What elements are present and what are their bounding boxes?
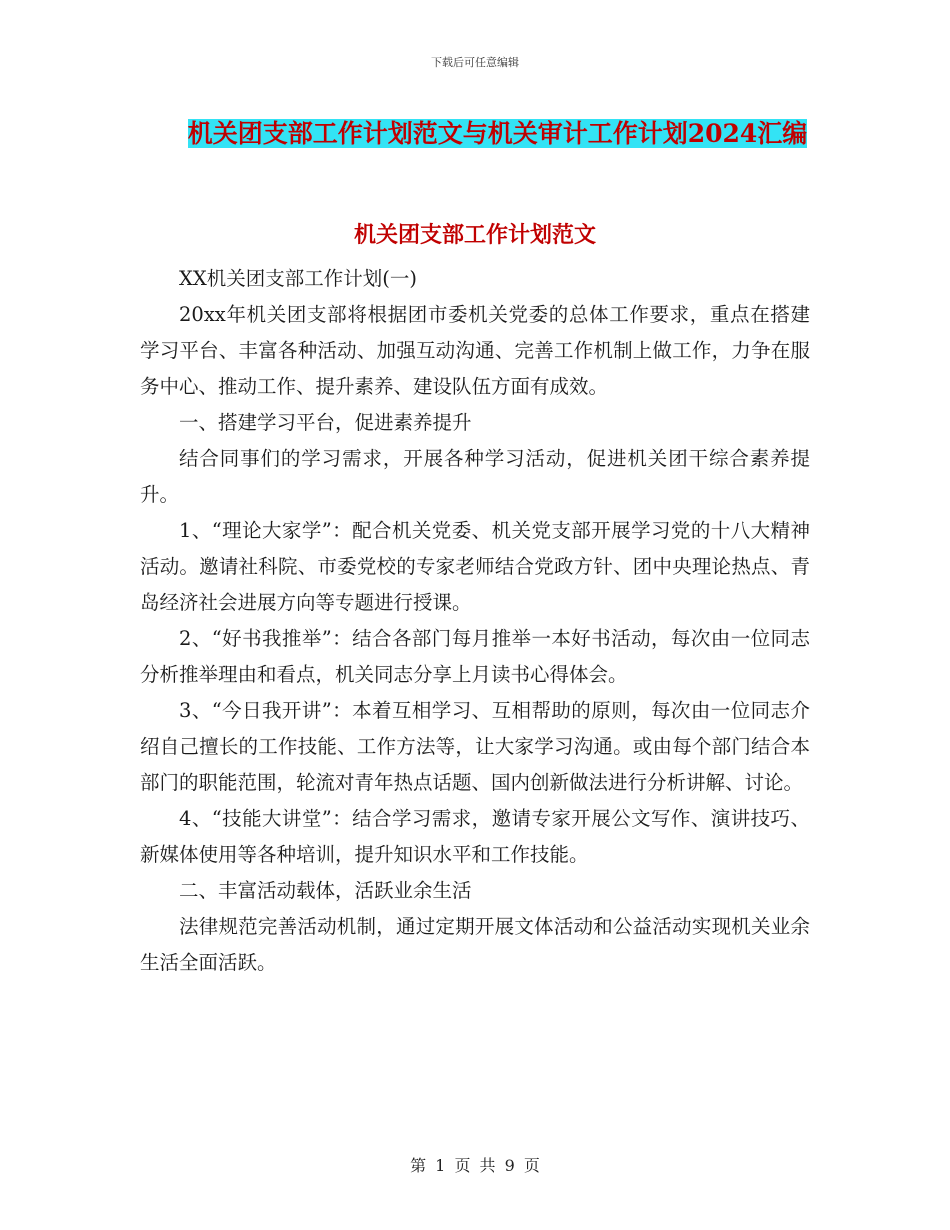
paragraph: 4、“技能大讲堂”：结合学习需求，邀请专家开展公文写作、演讲技巧、新媒体使用等各种培训，提升知识水平和工作技能。 <box>140 807 810 866</box>
paragraph: XX机关团支部工作计划(一) <box>179 267 417 290</box>
paragraph: 法律规范完善活动机制，通过定期开展文体活动和公益活动实现机关业余生活全面活跃。 <box>140 915 810 974</box>
section-title: 机关团支部工作计划范文 <box>353 222 596 248</box>
document-title <box>185 112 810 156</box>
document-body <box>140 261 810 981</box>
paragraph: 3、“今日我开讲”：本着互相学习、互相帮助的原则，每次由一位同志介绍自己擅长的工作技能、工作方法等，让大家学习沟通。或由每个部门结合本部门的职能范围，轮流对青年热点话题、国内创新做法进行分析讲解、讨论。 <box>140 699 810 794</box>
paragraph: 2、“好书我推举”：结合各部门每月推举一本好书活动，每次由一位同志分析推举理由和看点，机关同志分享上月读书心得体会。 <box>140 627 810 686</box>
paragraph-heading: 一、搭建学习平台，促进素养提升 <box>179 411 472 434</box>
paragraph-heading: 二、丰富活动载体，活跃业余生活 <box>179 879 472 902</box>
paragraph: 结合同事们的学习需求，开展各种学习活动，促进机关团干综合素养提升。 <box>140 447 810 506</box>
page-footer-number: 第 1 页 共 9 页 <box>410 1156 540 1175</box>
document-title-text: 机关团支部工作计划范文与机关审计工作计划2024汇编 <box>187 119 808 148</box>
paragraph: 1、“理论大家学”：配合机关党委、机关党支部开展学习党的十八大精神活动。邀请社科院、市委党校的专家老师结合党政方针、团中央理论热点、青岛经济社会进展方向等专题进行授课。 <box>140 519 810 614</box>
page-header-note: 下载后可任意编辑 <box>431 56 519 69</box>
paragraph: 20xx年机关团支部将根据团市委机关党委的总体工作要求，重点在搭建学习平台、丰富各种活动、加强互动沟通、完善工作机制上做工作，力争在服务中心、推动工作、提升素养、建设队伍方面有成效。 <box>140 303 810 398</box>
